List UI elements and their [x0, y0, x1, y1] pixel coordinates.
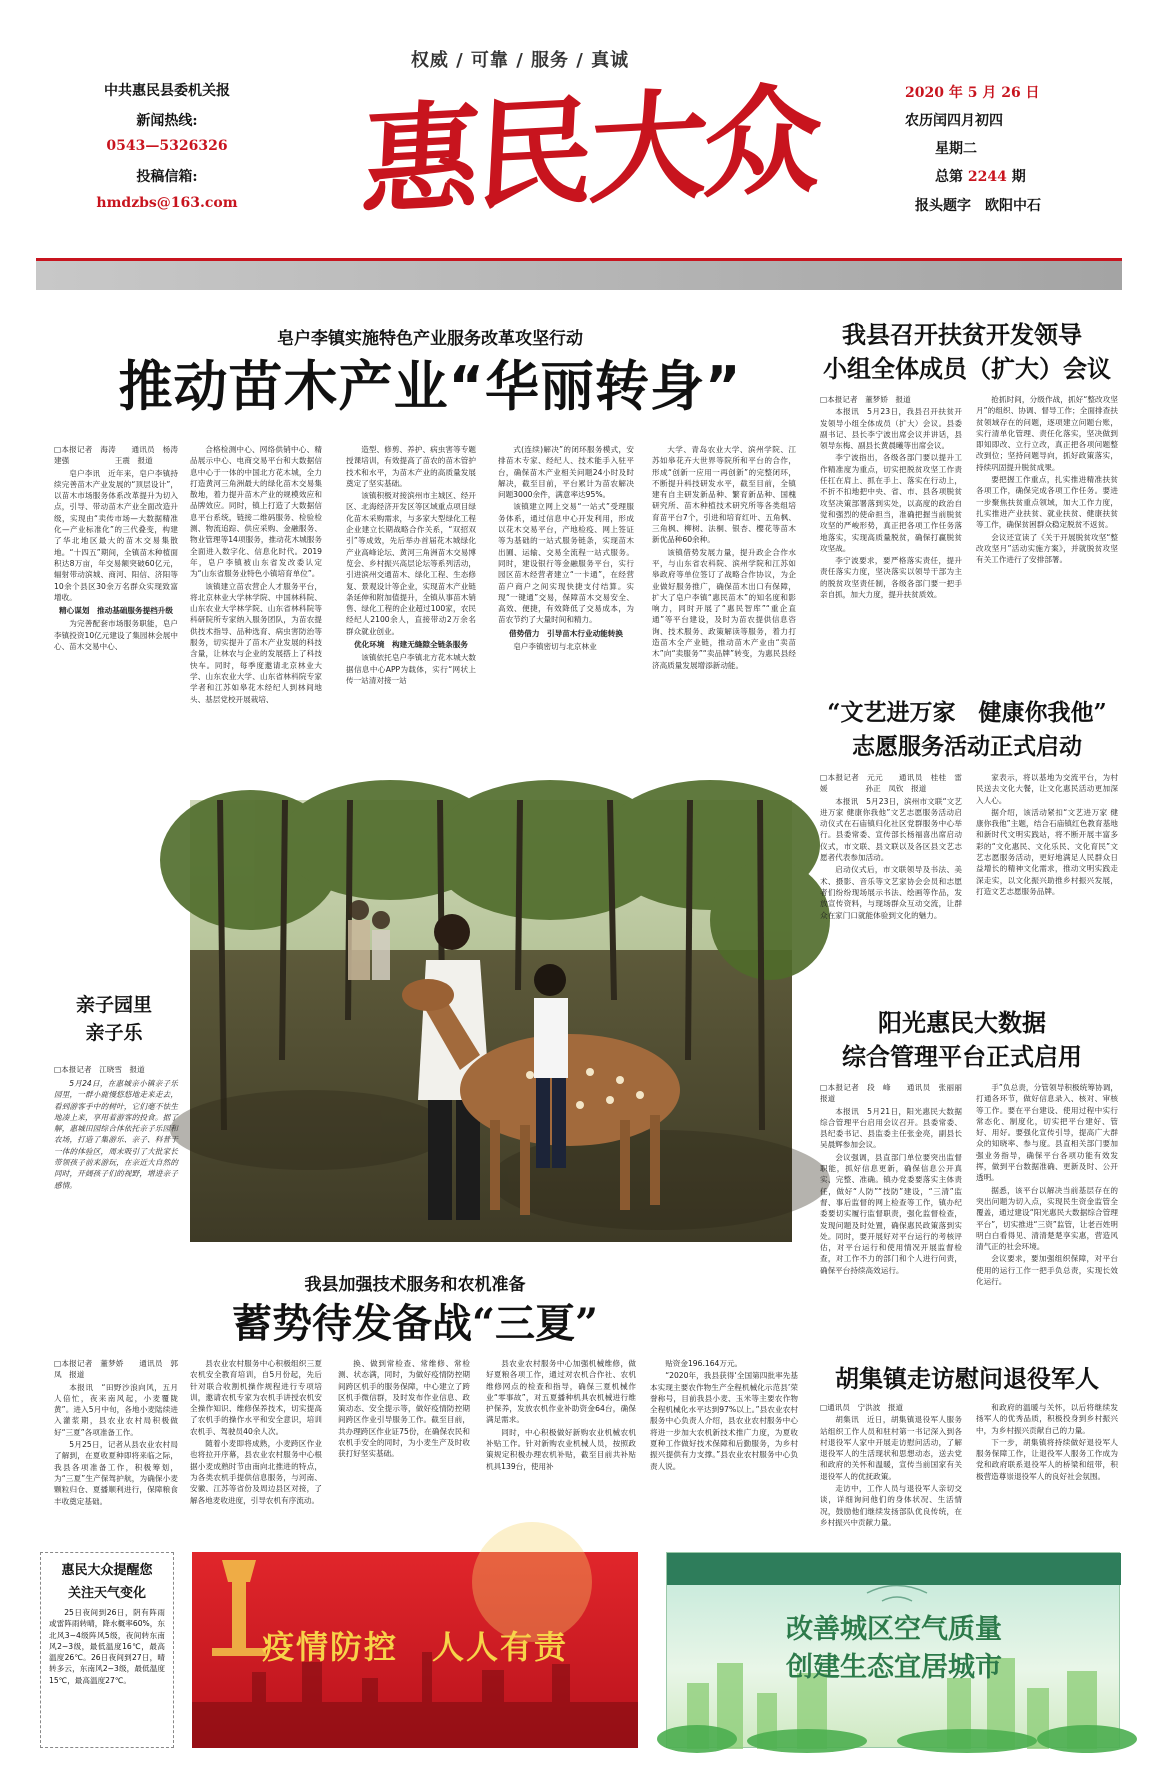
article-byline: □本报记者 董梦娇 通讯员 郭 凤 报道 [54, 1359, 186, 1380]
article-paragraph: 会议强调，县直部门单位要突出监督职能，抓好信息更新，确保信息公开真实、完整、准确。镇办党委要落实主体责任，做好“人防”“技防”建设，“三清”监督、事后监督的网上检查等工作，镇办纪委要切实履行监督职责，强化监督检查，发现问题及时处置，确保惠民政策落到实处。同时，要开展好对平台运行的考核评估，对平台运行和使用情况开展监督检查，对工作不力的部门和个人进行问责，确保平台持续高效运行。 [820, 1152, 962, 1275]
article-paragraph: 走访中，工作人员与退役军人亲切交谈，详细询问他们的身体状况、生活情况，鼓励他们继续发扬部队优良传统，在乡村振兴中贡献力量。 [820, 1484, 962, 1527]
masthead-org: 中共惠民县委机关报 [104, 83, 230, 99]
photo-caption-text: 5月24日，在惠城亲小镇亲子乐园里，一群小鹿慢悠悠地走来走去，看到游客手中的树叶，它们毫不怯生地凑上来，享用着游客的投食。据了解，惠城田园综合体依托亲子乐园和农场，打造了集游乐、亲子、科普于一体的体验区，周末吸引了大批家长带领孩子前来游玩，在亲近大自然的同时，开阔孩子们的视野，增进亲子感情。 [54, 1079, 178, 1190]
lead-column-1 [54, 444, 186, 796]
article-paragraph: 该镇依托皂户李镇北方花木城大数据信息中心APP为载体，实行“网状上传一站清对接一站 [346, 653, 476, 685]
article-paragraph: 造型、修剪、养护、病虫害等专题授课培训，有效提高了苗农的苗木管护技术和水平，为苗木产业的高质量发展奠定了坚实基础。 [346, 445, 476, 488]
subheading: 优化环境 构建无缝隙全链条服务 [354, 640, 468, 650]
article-byline: □本报记者 段 峰 通讯员 张丽丽 报道 [820, 1083, 970, 1104]
right2-column-b [976, 772, 1118, 986]
lead-headline: 推动苗木产业“华丽转身” [118, 355, 742, 418]
right1-column-b [976, 394, 1118, 678]
weekday: 星期二 [935, 141, 977, 157]
right1-headline-line2: 小组全体成员（扩大）会议 [823, 354, 1111, 383]
lead-column-3 [346, 444, 476, 796]
issue-number [935, 166, 1115, 186]
article-paragraph: 下一步，胡集镇将持续做好退役军人服务保障工作，让退役军人服务工作成为党和政府联系退役军人的桥梁和纽带，积极营造尊崇退役军人的良好社会氛围。 [976, 1437, 1118, 1481]
deer-photo-illustration [190, 800, 792, 1242]
issue-date: 2020 年 5 月 26 日 [905, 85, 1040, 101]
subheading: 借势借力 引导苗木行业动能转换 [509, 628, 623, 638]
article-paragraph: 随着小麦即将成熟，小麦跨区作业也将拉开序幕，县农业农村服务中心根据小麦成熟时节由南向北推进的特点，为各类农机手提供信息服务，与河南、安徽、江苏等省份及周边县区对接，了解各地麦收进度，引导农机有序流动。 [190, 1439, 322, 1505]
article-paragraph: 县农业农村服务中心加强机械维修，做好夏粮各项工作，通过对农机合作社、农机维修网点的检查和指导，确保三夏机械作业“零事故”，对五夏播种机具农机械进行维护保养，发放农机作业补助资金64台，确保满足需求。 [486, 1359, 636, 1425]
article-paragraph: 据介绍，该活动紧扣“文艺进万家 健康你我他”主题，结合石庙镇红色教育基地和新时代文明实践站，将不断开展丰富多彩的“文化惠民、文化乐民、文化育民”文艺志愿服务活动，更好地满足人民群众日益增长的精神文化需求，推动文明实践走深走实，以文化振兴助推乡村振兴发展，打造文艺志愿服务品牌。 [976, 807, 1118, 896]
article-paragraph: 本报讯 5月23日，我县召开扶贫开发领导小组全体成员（扩大）会议。县委副书记、县长李宁波出席会议并讲话，县领导东梅、副县长黄晨曦等出席会议。 [820, 407, 962, 451]
weather-title-1: 惠民大众提醒您 [61, 1563, 153, 1578]
right1-headline-line1: 我县召开扶贫开发领导 [842, 320, 1082, 349]
banner-slogan: 疫情防控 人人有责 [261, 1628, 568, 1666]
article-paragraph: 李宁波指出，各级各部门要以提升工作精准度为重点，切实把脱贫攻坚工作责任扛在肩上、抓在手上、落实在行动上，不折不扣地把中央、省、市、县各项脱贫攻坚决策部署落到实处，以高度的政治自觉和强烈的使命担当，准确把握当前脱贫攻坚的严峻形势，真正把各项工作任务落地落实，实现高质量脱贫，确保打赢脱贫攻坚战。 [820, 453, 962, 553]
article-paragraph: 皂户李讯 近年来，皂户李镇持续完善苗木产业发展的“顶层设计”，以苗木市场服务体系改革提升为切入点，引导、带动苗木产业全面改造升级，实现由“卖传市场—大数据精准化—产业标准化”的三代叠变，构建了华北地区最大的苗木交易集散地。“十四五”期间，全镇苗木种植面积达8万亩，年交易额突破60亿元，辐射带动滨城、商河、阳信、济阳等10余个县区30余万名群众实现致富增收。 [54, 468, 178, 602]
article-paragraph: 胡集讯 近日，胡集镇退役军人服务站组织工作人员和驻村第一书记深入到各村退役军人家中开展走访慰问活动，了解退役军人的生活现状和思想动态，送去党和政府的关怀和温暖，宣传当前国家有关退役军人的优抚政策。 [820, 1415, 962, 1481]
article-paragraph: 同时，中心积极做好新购农业机械农机补贴工作。针对新购农业机械人员，按照政策规定积极办理农机补贴，截至目前共补贴机具139台，使用补 [486, 1427, 636, 1471]
article-paragraph: 该镇建立苗农营企人才服务平台，将北京林业大学林学院、中国林科院、山东农业大学林学院、山东省林科院等科研院所专家纳入服务团队，为苗农提供技术指导、品种选育、病虫害防治等服务，切实提升了苗木产业发展的科技含量，让林农与企业的发展搭上了科技快车。同时，每季度邀请北京林业大学、山东农业大学、山东省林科院专家学者和江苏如皋花木经纪人到林间地头、基层党校开展栽培、 [190, 581, 322, 704]
hotline-label: 新闻热线: [136, 113, 198, 129]
right4-column-b [976, 1402, 1118, 1546]
article-paragraph: 家表示，将以基地为交流平台，为村民送去文化大餐，让文化惠民活动更加深入人心。 [976, 773, 1118, 805]
article-paragraph: 该镇积极对接滨州市主城区、经开区、北海经济开发区等区域重点项目绿化苗木采购需求，与多家大型绿化工程企业建立长期战略合作关系，“双招双引”等成效，先后举办首届花木城绿化产业高峰论坛、黄河三角洲苗木交易博览会、乡村振兴高层论坛等系列活动，引进滨州交通苗木、绿化工程、生态修复、景观设计等企业，实现苗木产业链条延伸和附加值提升，全镇从事苗木销售、绿化工程的企业超过100家，农民经纪人2100余人，直接带动2万余名群众就业创业。 [346, 491, 476, 636]
bottom-column-4 [486, 1358, 636, 1546]
right3-column-b [976, 1082, 1118, 1344]
article-paragraph: 会议要求，要加强组织保障，对平台使用的运行工作一把手负总责，实现长效化运行。 [976, 1254, 1118, 1287]
email-address: hmdzbs@163.com [96, 195, 238, 211]
article-paragraph: 据悉，该平台以解决当前基层存在的突出问题为切入点，实现民生资金监管全覆盖，通过建设“阳光惠民大数据综合管理平台”，切实推进“三资”监管，让老百姓明明白白看得见、清清楚楚享实惠，营造风清气正的社会环境。 [976, 1185, 1118, 1252]
issue-suffix: 期 [1011, 169, 1026, 185]
article-paragraph: 启动仪式后，市文联领导及书法、美术、摄影、音乐等文艺家协会会员和志愿者们纷纷现场展示书法、绘画等作品，发放宣传资料，与现场群众互动交流，让群众在家门口就能体验到文化的魅力。 [820, 865, 962, 920]
issue-value: 2244 [967, 169, 1007, 185]
lead-column-2 [190, 444, 322, 796]
lead-column-5 [652, 444, 796, 796]
bottom-column-1 [54, 1358, 186, 1546]
epidemic-prevention-banner [192, 1552, 638, 1748]
bottom-column-3 [338, 1358, 470, 1546]
article-byline: □本报记者 海涛 通讯员 杨涛 建强 王震 报道 [54, 445, 186, 466]
article-paragraph: 皂户李镇密切与北京林业 [513, 642, 597, 652]
article-paragraph: “2020年，我县获得‘全国第四批率先基本实现主要农作物生产全程机械化示范县’荣誉称号，目前我县小麦、玉米等主要农作物全程机械化水平达到97%以上。”县农业农村服务中心负责人介绍，县农业农村服务中心将进一步加大农机新技术推广力度，为夏收夏种工作做好技术保障和后勤服务，为乡村振兴提供有力支撑。”县农业农村服务中心负责人说。 [650, 1371, 798, 1471]
article-paragraph: 本报讯 5月21日，阳光惠民大数据综合管理平台启用会议召开。县委常委、县纪委书记、县监委主任张金亮，副县长吴晨辉参加会议。 [820, 1106, 962, 1150]
right2-headline-line1: “文艺进万家 健康你我他” [827, 699, 1107, 726]
bottom-column-5 [650, 1358, 798, 1546]
article-paragraph: 本报讯 “田野沙浪向风，五月人倍忙，夜来南风起，小麦覆陇黄”。进入5月中旬，各地小麦陆续进入灌浆期，县农业农村局积极做好“三夏”各项准备工作。 [54, 1382, 178, 1437]
right3-headline-line1: 阳光惠民大数据 [878, 1008, 1046, 1037]
right4-column-a [820, 1402, 962, 1546]
article-paragraph: 大学、青岛农业大学、滨州学院、江苏如皋花卉大世界等院所和平台的合作，形成“创新一应用一再创新”的完整闭环，不断提升科技研发水平，截至目前，全镇建有自主研发新品种、繁育新品种、国槐研究所、苗木种植技术研究所等各类组培育苗平台7个，引进和培育红叶、五角枫、三角枫、柳树、法桐、银杏、樱花等苗木新优品种60余种。 [652, 445, 796, 545]
article-paragraph: 和政府的温暖与关怀，以后将继续发扬军人的优秀品质，积极投身到乡村振兴中，为乡村振兴贡献自己的力量。 [976, 1403, 1118, 1435]
newspaper-title: 惠民大众 [358, 68, 822, 233]
article-paragraph: 手”负总责，分管领导积极统筹协调，打通各环节，做好信息录入、核对、审核等工作。要在平台建设、使用过程中实行常态化、制度化，切实把平台建好、管好、用好。要强化宣传引导，提高广大群众的知晓率、参与度。县直相关部门要加强业务指导，确保平台各项功能有效发挥，做到平台数据准确、更新及时、公开透明。 [976, 1083, 1118, 1183]
masthead-slogan: 权威 / 可靠 / 服务 / 真诚 [410, 50, 630, 71]
air-quality-banner [666, 1552, 1120, 1748]
article-paragraph: 该镇建立网上交易“一站式”受理服务体系，通过信息中心开发利用，形成以花木交易平台，产地检疫、网上签证等为基础的一站式服务链条，实现苗木出圃、运输、交易全流程一站式服务。同时，建设银行等金融服务平台，实行园区苗木经营者建立“一卡通”，在经营苗户商户之间实现快捷支付结算。实现“一键通”交易，保障苗木交易安全、高效、便捷，有效降低了交易成本，为苗农节约了大量时间和精力。 [498, 502, 634, 625]
issue-prefix: 总第 [935, 169, 963, 185]
right2-headline-line2: 志愿服务活动正式启动 [852, 733, 1082, 760]
right3-headline-line2: 综合管理平台正式启用 [842, 1042, 1082, 1071]
weather-title-2: 关注天气变化 [67, 1586, 146, 1601]
right1-column-a [820, 394, 962, 678]
article-paragraph: 贴资金196.164万元。 [665, 1359, 743, 1368]
photo-caption-byline: □本报记者 江晓雪 报道 [54, 1065, 145, 1074]
mailbox-label: 投稿信箱: [136, 169, 198, 185]
article-paragraph: 李宁波要求，要严格落实责任，提升责任落实力度，坚决落实以领导干部为主的脱贫攻坚责任制，各级各部门要一把手亲自抓，加大力度，提升扶贫质效。 [820, 556, 962, 600]
lead-column-4 [498, 444, 634, 796]
article-byline: □通讯员 宁洪波 报道 [820, 1403, 904, 1412]
article-paragraph: 县农业农村服务中心积极组织三夏农机安全教育培训，自5月份起，先后针对联合收割机操作规程进行专项培训，邀请农机专家为农机手讲授农机安全操作知识、维修保养技术，切实提高了农机手的操作水平和安全意识，培训农机手、驾驶员40余人次。 [190, 1359, 322, 1436]
article-paragraph: 该镇借势发展力量，提升政企合作水平，与山东省农科院、滨州学院和江苏如皋政府等单位签订了战略合作协议，为企业做好服务推广，确保苗木出口有保障，扩大了皂户李镇“惠民苗木”的知名度和影响力，同时开展了“惠民智库”“重企直通”等平台建设，及时为苗农提供信息咨询、技术服务、政策解读等服务，着力打造苗木全产业链，推动苗木产业由“卖苗木”向“卖服务”“卖品牌”转变，为惠民县经济高质量发展增添新动能。 [652, 547, 796, 670]
right2-column-a [820, 772, 962, 986]
lead-kicker: 皂户李镇实施特色产业服务改革攻坚行动 [277, 329, 583, 349]
article-paragraph: 本报讯 5月23日，滨州市文联“文艺进万家 健康你我他”文艺志愿服务活动启动仪式在石庙镇归化社区党群服务中心举行。县委常委、宣传部长杨福喜出席启动仪式，市文联、县文联以及各区县文艺志愿者代表参加活动。 [820, 796, 962, 863]
bottom-kicker: 我县加强技术服务和农机准备 [304, 1275, 526, 1295]
calligraphy-credit: 报头题字 欧阳中石 [915, 198, 1041, 214]
subheading: 精心谋划 推动基础服务提档升级 [59, 606, 173, 616]
header-band [36, 258, 1122, 290]
air-quality-line-2: 创建生态宜居城市 [786, 1652, 1002, 1683]
header-band-accent [36, 258, 1122, 261]
bottom-headline: 蓄势待发备战“三夏” [231, 1300, 598, 1347]
article-paragraph: 抢抓时间，分级作战，抓好“整改攻坚月”的组织、协调、督导工作；全面排查扶贫领域存在的问题，逐项建立问题台账，实行清单化管理、责任化落实，坚决做到即知即改、立行立改，真正把各项问题整改到位；坚持问题导向，抓好政策落实，持续巩固提升脱贫成果。 [976, 395, 1118, 472]
weather-box [40, 1552, 174, 1748]
article-paragraph: 合格检测中心、网络供销中心、精品展示中心、电商交易平台和大数据信息中心于一体的中国北方花木城，全力打造黄河三角洲最大的绿化苗木交易集散地，着力提升苗木产业的规模效应和品牌效应。同时，镇上打造了大数据信息平台系统，链接二维码服务、检验检测、物流追踪、供应采购、金融服务、物业管理等14项服务，推动花木城服务全面进入数字化、信息化时代。2019年，皂户李镇被山东省发改委认定为“山东省服务业特色小镇培育单位”。 [190, 445, 322, 579]
photo-caption-title-2: 亲子乐 [85, 1022, 143, 1044]
right4-headline: 胡集镇走访慰问退役军人 [835, 1364, 1099, 1393]
air-quality-line-1: 改善城区空气质量 [786, 1614, 1002, 1645]
article-byline: □本报记者 元元 通讯员 桂桂 雷媛 孙正 凤钦 报道 [820, 773, 962, 794]
hotline-number: 0543—5326326 [106, 138, 228, 154]
article-paragraph: 换、做到常检查、常维修、常检测、状态满，同时，为做好疫情防控期间跨区机手的服务保障，中心建立了跨区机手微信群，及时发布作业信息、政策动态、安全提示等，做好疫情防控期间跨区作业引导服务工作。截至目前，共办理跨区作业证75份，在确保农民和农机手安全的同时，为小麦生产及时收获打好坚实基础。 [338, 1359, 470, 1459]
article-byline: □本报记者 董梦娇 报道 [820, 395, 911, 404]
bottom-column-2 [190, 1358, 322, 1546]
article-paragraph: 会议还宣读了《关于开展脱贫攻坚“整改攻坚月”活动实施方案》，并就脱贫攻坚有关工作进行了安排部署。 [976, 532, 1118, 565]
article-paragraph: 要把握工作重点，扎实推进精准扶贫各项工作，确保完成各项工作任务。要进一步聚焦扶贫重点领域，加大工作力度，扎实推进产业扶贫、就业扶贫、健康扶贫等工作，确保贫困群众稳定脱贫不返贫。 [976, 475, 1118, 530]
weather-text: 25日夜间到26日，阴有阵雨或雷阵雨转晴，降水概率60%，东北风3~4级阵风5级，夜间转东南风2~3级，最低温度16℃，最高温度26℃。26日夜间到27日，晴转多云，东南风2~3级，最低温度15℃，最高温度27℃。 [49, 1608, 165, 1685]
article-paragraph: 为完善配套市场服务职能，皂户李镇投资10亿元建设了集园林会展中心、苗木交易中心、 [54, 619, 178, 652]
article-paragraph: 式(连续)解决”的闭环服务模式，安排苗木专家、经纪人、技术能手入驻平台，确保苗木产业相关问题24小时及时解决，截至目前，平台累计为苗农解决问题3000余件，满意率达95%。 [498, 445, 634, 500]
article-paragraph: 5月25日，记者从县农业农村局了解到，在夏收夏种即将来临之际，我县各项准备工作，积极筹划，为“三夏”生产保驾护航，为确保小麦颗粒归仓、夏播顺利进行，保障粮食丰收奠定基础。 [54, 1440, 178, 1506]
lunar-date: 农历闰四月初四 [905, 113, 1003, 129]
deer-park-photo [190, 800, 792, 1242]
photo-caption-title-1: 亲子园里 [75, 994, 152, 1016]
right3-column-a [820, 1082, 970, 1344]
